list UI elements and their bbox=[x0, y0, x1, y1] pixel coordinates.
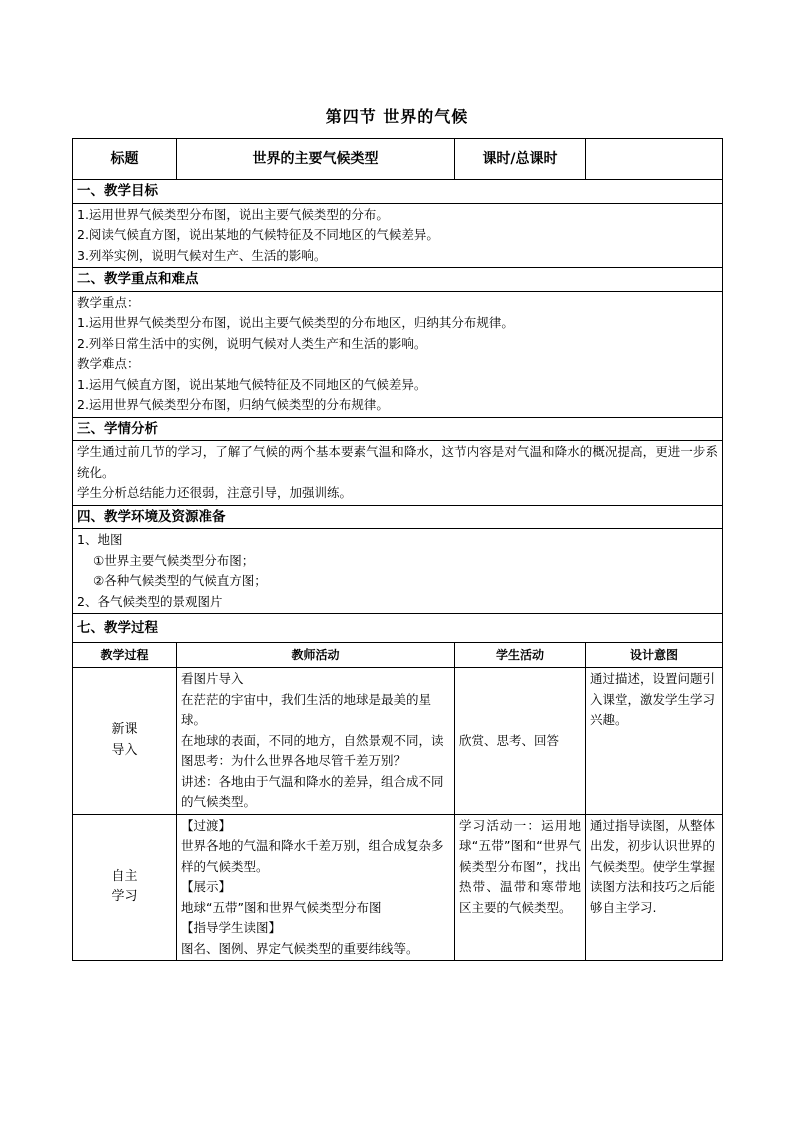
teacher-activity-line: 【过渡】 bbox=[181, 817, 232, 833]
hours-label: 课时/总课时 bbox=[455, 139, 586, 180]
keypoint-line: 教学难点： bbox=[77, 356, 140, 371]
teacher-activity-line: 在地球的表面，不同的地方，自然景观不同，读图思考：为什么世界各地尽管千差万别？ bbox=[181, 732, 444, 768]
section-body-analysis bbox=[73, 441, 723, 506]
teacher-activity-line: 讲述：各地由于气温和降水的差异，组合成不同的气候类型。 bbox=[181, 773, 444, 809]
goal-line: 2.阅读气候直方图，说出某地的气候特征及不同地区的气候差异。 bbox=[77, 227, 439, 242]
teacher-activity-line: 【指导学生读图】 bbox=[181, 920, 282, 935]
teacher-activity-line: 图名、图例、界定气候类型的重要纬线等。 bbox=[181, 940, 419, 956]
column-header: 教师活动 bbox=[177, 643, 455, 668]
keypoint-line: 2.运用世界气候类型分布图，归纳气候类型的分布规律。 bbox=[77, 397, 389, 412]
keypoint-line: 教学重点： bbox=[77, 294, 140, 310]
column-header: 学生活动 bbox=[455, 643, 586, 668]
section-heading-analysis: 三、学情分析 bbox=[73, 417, 723, 441]
section-heading-process: 七、教学过程 bbox=[73, 614, 723, 643]
resource-line: 1、地图 bbox=[77, 532, 123, 547]
hours-value bbox=[586, 139, 723, 180]
section-heading-keypoints: 二、教学重点和难点 bbox=[73, 268, 723, 292]
design-intent-cell: 通过描述，设置问题引入课堂，激发学生学习兴趣。 bbox=[586, 668, 723, 815]
teacher-activity-line: 看图片导入 bbox=[181, 671, 244, 686]
teacher-activity-line: 在茫茫的宇宙中，我们生活的地球是最美的星球。 bbox=[181, 691, 432, 727]
resource-line: ②各种气候类型的气候直方图； bbox=[93, 573, 267, 588]
section-body-resources bbox=[73, 529, 723, 614]
stage-cell: 自主 学习 bbox=[73, 814, 177, 961]
column-header: 教学过程 bbox=[73, 643, 177, 668]
goal-line: 3.列举实例，说明气候对生产、生活的影响。 bbox=[77, 247, 327, 263]
analysis-line: 学生通过前几节的学习，了解了气候的两个基本要素气温和降水，这节内容是对气温和降水的概况提高，更进一步系统化。 bbox=[77, 444, 718, 480]
teacher-activity-line: 地球“五带”图和世界气候类型分布图 bbox=[181, 899, 382, 915]
header-row bbox=[73, 139, 723, 180]
resource-line: ①世界主要气候类型分布图； bbox=[93, 552, 255, 568]
process-row-self-study bbox=[73, 814, 723, 961]
section-heading-resources: 四、教学环境及资源准备 bbox=[73, 505, 723, 529]
student-activity-cell: 欣赏、思考、回答 bbox=[455, 668, 586, 815]
keypoint-line: 2.列举日常生活中的实例，说明气候对人类生产和生活的影响。 bbox=[77, 335, 427, 351]
analysis-line: 学生分析总结能力还很弱，注意引导，加强训练。 bbox=[77, 485, 353, 500]
keypoint-line: 1.运用气候直方图，说出某地气候特征及不同地区的气候差异。 bbox=[77, 376, 427, 392]
student-activity-cell: 学习活动一：运用地球“五带”图和“世界气候类型分布图”，找出热带、温带和寒带地区主要的气候类型。 bbox=[455, 814, 586, 961]
process-row-intro bbox=[73, 668, 723, 815]
goal-line: 1.运用世界气候类型分布图，说出主要气候类型的分布。 bbox=[77, 206, 389, 222]
teacher-activity-line: 世界各地的气温和降水千差万别，组合成复杂多样的气候类型。 bbox=[181, 838, 444, 874]
resource-line: 2、各气候类型的景观图片 bbox=[77, 593, 223, 609]
teacher-activity-line: 【展示】 bbox=[181, 879, 232, 894]
process-column-headers bbox=[73, 643, 723, 668]
topic-label: 标题 bbox=[73, 139, 177, 180]
lesson-plan-table bbox=[72, 138, 723, 961]
page-title: 第四节 世界的气候 bbox=[325, 107, 469, 126]
design-intent-cell: 通过指导读图，从整体出发，初步认识世界的气候类型。使学生掌握读图方法和技巧之后能够自主学习. bbox=[586, 814, 723, 961]
section-body-goals bbox=[73, 203, 723, 268]
topic-value: 世界的主要气候类型 bbox=[177, 139, 455, 180]
keypoint-line: 1.运用世界气候类型分布图，说出主要气候类型的分布地区，归纳其分布规律。 bbox=[77, 315, 514, 330]
column-header: 设计意图 bbox=[586, 643, 723, 668]
section-body-keypoints bbox=[73, 291, 723, 417]
stage-cell: 新课 导入 bbox=[73, 668, 177, 815]
section-heading-goals: 一、教学目标 bbox=[73, 180, 723, 204]
